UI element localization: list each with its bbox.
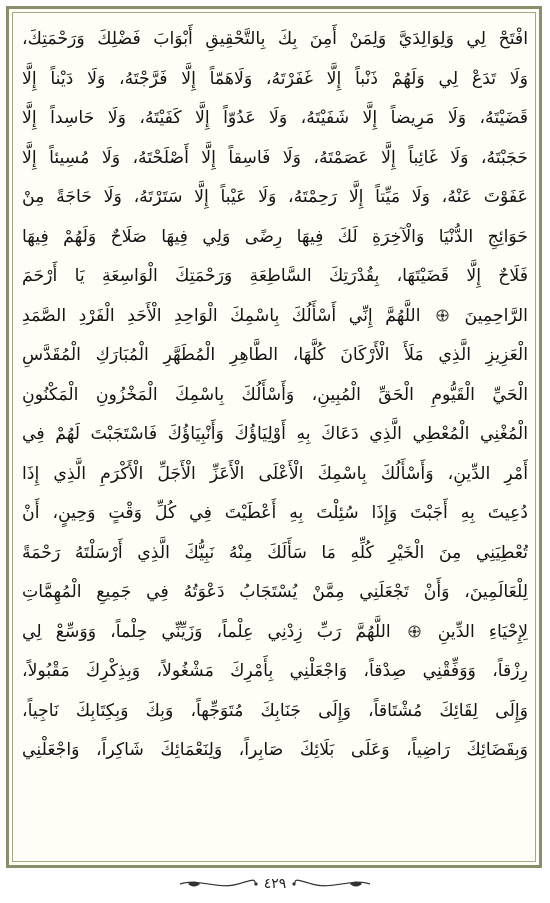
text-line: افْتَحْ لِي وَلِوَالِدَيَّ وَلِمَنْ أَمِنَ بِكَ بِالتَّحْقِيقِ أَبْوَابَ فَضْلِكَ وَرَحْمَتِكَ، bbox=[22, 29, 528, 49]
text-line: حَجَبْتَهُ، وَلَا غَائِباً إِلَّا عَصَمْتَهُ، وَلَا فَاسِقاً إِلَّا أَصْلَحْتَهُ، وَلَا مُسِيئاً إِلَّا bbox=[22, 147, 528, 168]
text-line: فَلَاحٌ إِلَّا قَضَيْتَهَا، بِقُدْرَتِكَ السَّاطِعَةِ وَرَحْمَتِكَ الْوَاسِعَةِ يَا أَرْحَمَ bbox=[22, 266, 528, 286]
text-line: قَضَيْتَهُ، وَلَا مَرِيضاً إِلَّا شَفَيْتَهُ، وَلَا عَدُوّاً إِلَّا كَفَيْتَهُ، وَلَا حَاسِداً إِلَّا bbox=[22, 108, 528, 128]
text-line: الْعَزِيزِ الَّذِي مَلَأَ الْأَرْكَانَ كُلَّهَا، الطَّاهِرِ الْمُطَهَّرِ الْمُبَارَكِ الْمُقَدَّسِ bbox=[22, 345, 528, 365]
text-line: الرَّاحِمِينَ اللَّهُمَّ إِنِّي أَسْأَلُكَ بِاسْمِكَ الْوَاحِدِ الْأَحَدِ الْفَرْدِ الصَّمَدِ bbox=[22, 305, 528, 326]
text-line: الْحَيِّ الْقَيُّومِ الْحَقِّ الْمُبِينِ، وَأَسْأَلُكَ بِاسْمِكَ الْمَخْزُونِ الْمَكْنُونِ bbox=[22, 384, 528, 405]
rosette-separator-icon bbox=[408, 625, 421, 638]
text-line: لِإِحْيَاءِ الدِّينِ اللَّهُمَّ رَبِّ زِدْنِي عِلْماً، وَزَيِّنِّي حِلْماً، وَوَسِّعْ لِي bbox=[22, 621, 528, 642]
text-line: رِزْقاً، وَوَفِّقْنِي صِدْقاً، وَاجْعَلْنِي بِأَمْرِكَ مَشْغُولاً، وَبِذِكْرِكَ مَقْبُولاً، bbox=[22, 661, 528, 681]
text-line: أَمْرِ الدِّينِ، وَأَسْأَلُكَ بِاسْمِكَ الْأَعْلَى الْأَعَزِّ الْأَجَلِّ الْأَكْرَمِ الَّذِي إِذَا bbox=[22, 463, 528, 484]
rosette-separator-icon bbox=[436, 309, 449, 322]
text-line: حَوَائِجِ الدُّنْيَا وَالْآخِرَةِ لَكَ فِيهَا رِضًى وَلِي فِيهَا صَلَاحٌ وَلَهُمْ فِيهَا bbox=[22, 226, 528, 247]
text-line: وَلَا تَدَعْ لِي وَلَهُمْ ذَنْباً إِلَّا غَفَرْتَهُ، وَلَاهَمّاً إِلَّا فَرَّجْتَهُ، وَلَا دَيْناً إِلَّا bbox=[22, 68, 528, 89]
right-ornament-icon bbox=[292, 877, 372, 891]
text-line: الْمُغْنِي الْمُعْطِي الَّذِي دَعَاكَ بِهِ أَوْلِيَاؤُكَ وَأَنْبِيَاؤُكَ فَاسْتَجَبْتَ لَهُمْ فِي bbox=[22, 424, 528, 444]
left-ornament-icon bbox=[178, 877, 258, 891]
text-line: عَفَوْتَ عَنْهُ، وَلَا مَيِّتاً إِلَّا رَحِمْتَهُ، وَلَا عَيْباً إِلَّا سَتَرْتَهُ، وَلَا حَاجَةً مِنْ bbox=[22, 187, 528, 207]
prayer-text-block bbox=[22, 20, 528, 862]
text-line: دُعِيتَ بِهِ أَجَبْتَ وَإِذَا سُئِلْتَ بِهِ أَعْطَيْتَ فِي كُلِّ وَقْتٍ وَحِينٍ، أَنْ bbox=[22, 503, 528, 523]
text-line: لِلْعَالَمِينَ، وَأَنْ تَجْعَلَنِي مِمَّنْ يُسْتَجَابُ دَعْوَتُهُ فِي جَمِيعِ الْمُهِمَّاتِ bbox=[22, 582, 528, 602]
text-line: وَإِلَى لِقَائِكَ مُشْتَاقاً، وَإِلَى جَنَابِكَ مُتَوَجِّهاً، وَبِكَ وَبِكِتَابِكَ نَاجِياً، bbox=[22, 700, 528, 721]
page-number: ٤٢٩ bbox=[263, 876, 287, 892]
text-line: تُعْطِيَنِي مِنَ الْخَيْرِ كُلِّهِ مَا سَأَلَكَ مِنْهُ نَبِيُّكَ الَّذِي أَرْسَلْتَهُ رَحْمَةً bbox=[22, 542, 528, 563]
text-line: وَبِقَضَائِكَ رَاضِياً، وَعَلَى بَلَائِكَ صَابِراً، وَلِنَعْمَائِكَ شَاكِراً، وَاجْعَلْنِي bbox=[22, 740, 528, 760]
page-footer bbox=[0, 872, 550, 896]
